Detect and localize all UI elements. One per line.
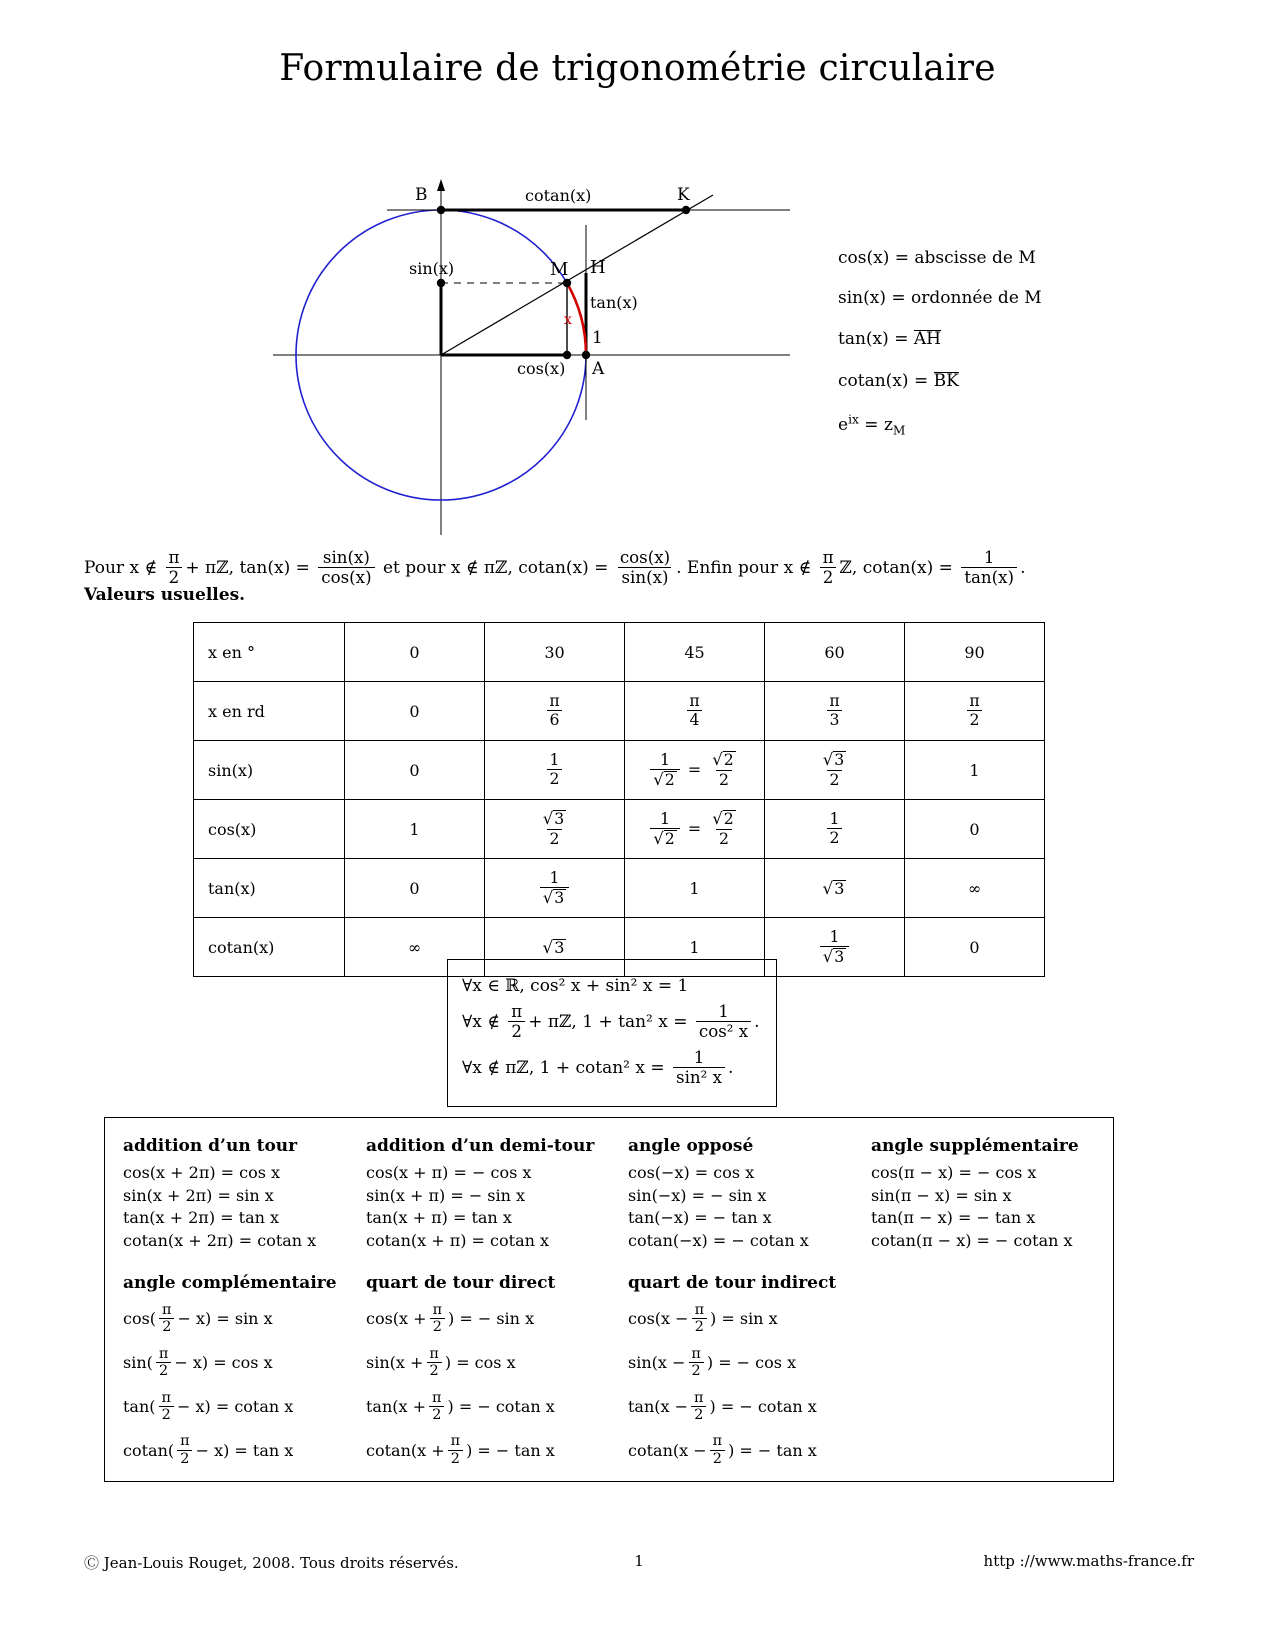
cell: 1 [625, 918, 765, 977]
row-label: x en ° [194, 623, 345, 682]
formula-group-addition-tour [123, 1132, 366, 1253]
cell: 90 [905, 623, 1045, 682]
cell: $\frac{1}{√3}$ [485, 859, 625, 918]
definition-tan-rhs: AH [913, 329, 941, 349]
equation: cotan( $\frac{\pi}{2}$ − x) = tan x [123, 1433, 294, 1467]
pythagorean-identities-box [447, 959, 777, 1107]
valeurs-usuelles-heading: Valeurs usuelles. [84, 585, 246, 605]
page-title: Formulaire de trigonométrie circulaire [279, 48, 996, 89]
label-cotan-text: cotan(x) [525, 186, 592, 205]
equation: tan(x + π) = tan x [366, 1208, 512, 1228]
equation: tan(π − x) = − tan x [871, 1208, 1036, 1228]
cell: √3 [765, 859, 905, 918]
formula-group-angle-supplementaire [871, 1132, 1119, 1253]
group-title: addition d’un tour [123, 1136, 298, 1156]
equation: cos(x − $\frac{\pi}{2}$ ) = sin x [628, 1301, 778, 1336]
label-cos-text: cos(x) [517, 359, 566, 378]
equation: cotan(x + π) = cotan x [366, 1231, 550, 1251]
definition-cotan-rhs: BK [933, 370, 959, 391]
formula-group-quart-tour-direct [366, 1269, 628, 1477]
paragraph-part-6: . [1020, 558, 1026, 579]
figure-label-cotan [525, 186, 591, 205]
label-sin-text: sin(x) [409, 259, 455, 278]
cell: $\frac{1}{√3}$ [765, 918, 905, 977]
identity-1-text: ∀x ∈ ℝ, cos² x + sin² x = 1 [462, 976, 689, 996]
fraction-cos-sin: $\frac{\cos(x)}{\sin(x)}$ [619, 548, 671, 588]
paragraph-part-3: et pour x ∉ πℤ, cotan(x) = [382, 558, 609, 579]
label-a-text: A [592, 359, 605, 379]
equation: tan(x + 2π) = tan x [123, 1208, 280, 1228]
cell: $\frac{1}{√2}$ = $\frac{√2}{2}$ [625, 741, 765, 800]
definition-sin-rhs: ordonnée de M [911, 288, 1042, 308]
cell: 0 [905, 918, 1045, 977]
figure-label-cos [517, 359, 565, 378]
equation: cos( $\frac{\pi}{2}$ − x) = sin x [123, 1301, 273, 1336]
figure-label-M [550, 259, 568, 280]
fraction-pi-2-a: $\frac{\pi}{2}$ [165, 548, 182, 588]
table-row [194, 623, 1045, 682]
formula-grid-top [123, 1132, 1095, 1253]
row-label: cotan(x) [194, 918, 345, 977]
figure-label-tan [590, 293, 638, 312]
cell: 1 [625, 859, 765, 918]
paragraph-part-4: . Enfin pour x ∉ [676, 558, 812, 579]
equation: sin(x + π) = − sin x [366, 1185, 526, 1205]
table-row [194, 859, 1045, 918]
cell: 30 [485, 623, 625, 682]
group-title: quart de tour direct [366, 1272, 556, 1293]
definition-exp: $e^{ix} = z_M$ [838, 412, 906, 438]
fraction-sin-cos: $\frac{\sin(x)}{\cos(x)}$ [318, 548, 374, 588]
figure-label-K [677, 185, 690, 205]
equation: tan(x − $\frac{\pi}{2}$ ) = − cotan x [628, 1389, 817, 1424]
cell: $\frac{√3}{2}$ [765, 741, 905, 800]
definition-tan-lhs: tan(x) [838, 329, 889, 349]
footer-url[interactable]: http ://www.maths-france.fr [983, 1552, 1194, 1570]
figure-label-B [415, 185, 428, 205]
label-tan-text: tan(x) [590, 293, 638, 312]
cell: ∞ [905, 859, 1045, 918]
formula-grid-bottom [123, 1269, 1095, 1477]
group-title: quart de tour indirect [628, 1272, 837, 1293]
group-title: angle opposé [628, 1136, 754, 1156]
definition-cos: cos(x) = abscisse de M [838, 248, 1036, 268]
cell: $\frac{\pi}{2}$ [905, 682, 1045, 741]
identity-line-1 [462, 976, 762, 996]
equation: cos(x + $\frac{\pi}{2}$ ) = − sin x [366, 1301, 535, 1336]
equation: cotan(x + $\frac{\pi}{2}$ ) = − tan x [366, 1433, 555, 1467]
cell: $\frac{\pi}{3}$ [765, 682, 905, 741]
equation: sin(x + $\frac{\pi}{2}$ ) = cos x [366, 1345, 516, 1380]
cell: 60 [765, 623, 905, 682]
definition-cos-lhs: cos(x) [838, 248, 890, 268]
definition-cos-rhs: abscisse de M [914, 248, 1036, 268]
formula-group-angle-complementaire [123, 1269, 366, 1477]
figure-label-H [590, 257, 606, 278]
formula-group-angle-oppose [628, 1132, 871, 1253]
formula-group-addition-demi-tour [366, 1132, 628, 1253]
cell: 0 [345, 741, 485, 800]
row-label: cos(x) [194, 800, 345, 859]
label-one-text: 1 [592, 328, 603, 348]
label-m-text: M [550, 259, 569, 280]
formula-group-quart-tour-indirect [628, 1269, 1119, 1477]
label-x-text: x [564, 312, 572, 328]
definition-cotan-lhs: cotan(x) [838, 370, 909, 391]
cell: ∞ [345, 918, 485, 977]
equation: cos(−x) = cos x [628, 1163, 755, 1182]
cell: $\frac{\pi}{4}$ [625, 682, 765, 741]
trigonometric-formulas-box [104, 1117, 1114, 1482]
cell: 1 [345, 800, 485, 859]
equation: cotan(x − $\frac{\pi}{2}$ ) = − tan x [628, 1433, 817, 1467]
label-h-text: H [590, 257, 606, 278]
paragraph-part-1: Pour x ∉ [84, 558, 158, 579]
row-label: tan(x) [194, 859, 345, 918]
figure-label-A [592, 359, 604, 379]
identity-line-2: ∀x ∉ $\frac{\pi}{2}$ + πℤ, 1 + tan² x = $\frac{1}{\text{cos² x}}$ . [462, 1002, 760, 1042]
group-title: angle complémentaire [123, 1272, 337, 1293]
cell: 0 [345, 859, 485, 918]
label-k-text: K [677, 185, 690, 205]
row-label: x en rd [194, 682, 345, 741]
paragraph-part-2: + πℤ, tan(x) = [185, 558, 310, 579]
cell: 0 [345, 682, 485, 741]
equation: tan(x + $\frac{\pi}{2}$ ) = − cotan x [366, 1389, 555, 1424]
equation: cotan(x + 2π) = cotan x [123, 1231, 317, 1251]
label-b-text: B [415, 185, 428, 205]
figure-svg [245, 165, 825, 545]
definition-cotan: cotan(x) = BK [838, 370, 959, 391]
equation: cos(x + 2π) = cos x [123, 1163, 281, 1182]
equation: sin(x − $\frac{\pi}{2}$ ) = − cos x [628, 1345, 797, 1380]
cell: $\frac{1}{2}$ [765, 800, 905, 859]
cell: 1 [905, 741, 1045, 800]
group-title: angle supplémentaire [871, 1136, 1079, 1156]
cell: $\frac{\pi}{6}$ [485, 682, 625, 741]
row-label: sin(x) [194, 741, 345, 800]
cell: $\frac{1}{√2}$ = $\frac{√2}{2}$ [625, 800, 765, 859]
equation: cotan(π − x) = − cotan x [871, 1231, 1073, 1251]
equation: sin(π − x) = sin x [871, 1185, 1012, 1205]
figure-label-x [564, 312, 572, 328]
equation: sin(−x) = − sin x [628, 1185, 767, 1205]
cell: 0 [345, 623, 485, 682]
trigonometric-circle-figure [245, 165, 825, 545]
fraction-1-tan: $\frac{1}{\tan(x)}$ [961, 548, 1017, 588]
figure-label-one [592, 328, 603, 348]
group-title: addition d’un demi-tour [366, 1136, 595, 1156]
tan-cotan-definition-paragraph [84, 548, 1194, 588]
cell: √3 [485, 918, 625, 977]
cell: $\frac{√3}{2}$ [485, 800, 625, 859]
equation: tan(−x) = − tan x [628, 1208, 772, 1228]
table-row [194, 682, 1045, 741]
paragraph-part-5: ℤ, cotan(x) = [839, 558, 953, 579]
equation: cos(π − x) = − cos x [871, 1163, 1037, 1182]
definition-tan: tan(x) = AH [838, 329, 941, 349]
identity-line-3: ∀x ∉ πℤ, 1 + cotan² x = $\frac{1}{\text{sin² x}}$ . [462, 1048, 734, 1088]
cell: $\frac{1}{2}$ [485, 741, 625, 800]
fraction-pi-2-b: $\frac{\pi}{2}$ [820, 548, 837, 588]
definitions-list [838, 250, 1042, 460]
equation: cotan(−x) = − cotan x [628, 1231, 809, 1251]
table-row [194, 741, 1045, 800]
footer-copyright: Ⓒ Jean-Louis Rouget, 2008. Tous droits réservés. [84, 1554, 459, 1572]
page-footer [84, 1552, 1194, 1573]
equation: sin( $\frac{\pi}{2}$ − x) = cos x [123, 1345, 273, 1380]
definition-sin-lhs: sin(x) [838, 288, 886, 308]
equation: cos(x + π) = − cos x [366, 1163, 532, 1182]
figure-label-sin [409, 259, 454, 278]
cell: 0 [905, 800, 1045, 859]
usual-values-table [193, 622, 1045, 977]
equation: sin(x + 2π) = sin x [123, 1185, 274, 1205]
cell: 45 [625, 623, 765, 682]
table-row [194, 800, 1045, 859]
definition-sin: sin(x) = ordonnée de M [838, 288, 1042, 308]
equation: tan( $\frac{\pi}{2}$ − x) = cotan x [123, 1389, 294, 1424]
footer-page-number: 1 [634, 1552, 644, 1570]
